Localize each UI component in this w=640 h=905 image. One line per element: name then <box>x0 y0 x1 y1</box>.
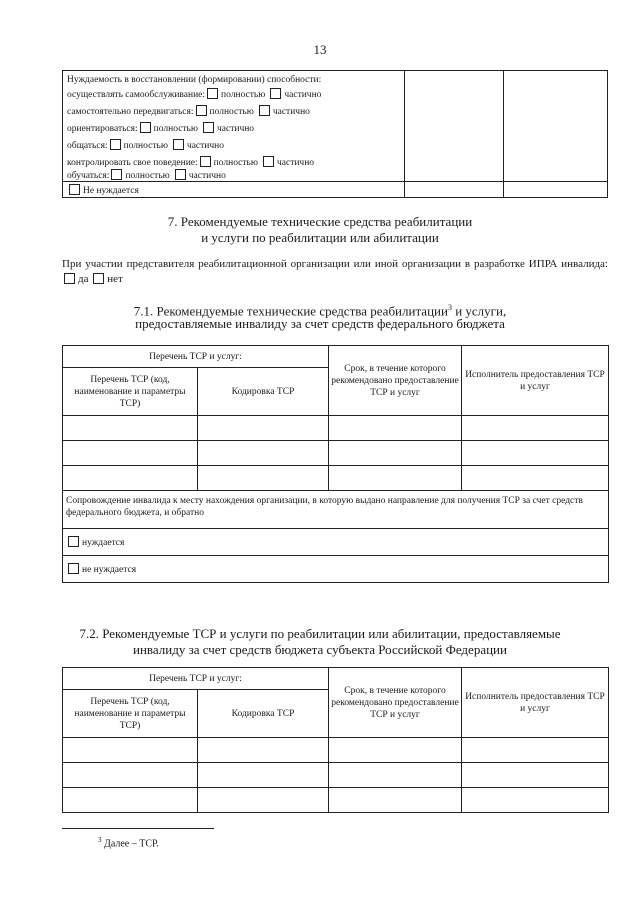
option-full: полностью <box>125 171 170 181</box>
table-cell[interactable] <box>462 788 609 813</box>
option-full: полностью <box>209 107 254 117</box>
need-label: контролировать свое поведение: <box>67 158 198 168</box>
table-cell[interactable] <box>63 763 198 788</box>
checkbox-partial[interactable] <box>173 139 184 150</box>
term-column <box>404 71 504 197</box>
header-executor: Исполнитель предоставления ТСР и услуг <box>462 346 609 416</box>
header-executor: Исполнитель предоставления ТСР и услуг <box>462 668 609 738</box>
needs-column <box>63 71 405 197</box>
table-cell[interactable] <box>198 763 329 788</box>
option-partial: частично <box>272 107 310 117</box>
need-row-orientation <box>67 122 254 135</box>
checkbox-full[interactable] <box>200 156 211 167</box>
table-row <box>63 738 609 763</box>
checkbox-escort-not-needed[interactable] <box>68 563 79 574</box>
header-tsr-code: Кодировка ТСР <box>198 690 329 738</box>
option-partial: частично <box>217 124 255 134</box>
option-partial: частично <box>276 158 315 168</box>
table-cell[interactable] <box>63 416 198 441</box>
section71-title-text: 7.1. Рекомендуемые технические средства реабилитации <box>133 303 448 319</box>
needed-label: нуждается <box>82 537 125 548</box>
checkbox-partial[interactable] <box>270 88 281 99</box>
need-label: обучаться: <box>67 171 110 181</box>
need-label: самостоятельно передвигаться: <box>67 107 194 117</box>
table-cell[interactable] <box>198 416 329 441</box>
section7-title-line1: 7. Рекомендуемые технические средства реабилитации <box>167 214 473 229</box>
checkbox-full[interactable] <box>140 122 151 133</box>
table-cell[interactable] <box>198 788 329 813</box>
table-cell[interactable] <box>329 416 462 441</box>
option-full: полностью <box>153 124 198 134</box>
section72-title-line1: 7.2. Рекомендуемые ТСР и услуги по реабилитации или абилитации, предоставляемые <box>79 626 561 641</box>
no-label: нет <box>107 273 123 285</box>
section71-title-line2: предоставляемые инвалиду за счет средств федерального бюджета <box>135 316 505 331</box>
checkbox-yes[interactable] <box>64 273 75 284</box>
table-row <box>63 788 609 813</box>
needs-heading: Нуждаемость в восстановлении (формировании) способности: <box>67 75 322 85</box>
table-cell[interactable] <box>329 763 462 788</box>
section7-title-line2: и услуги по реабилитации или абилитации <box>201 230 439 245</box>
checkbox-full[interactable] <box>111 169 122 180</box>
rehabilitation-needs-table <box>62 70 608 198</box>
not-needed-label: Не нуждается <box>83 186 139 196</box>
checkbox-partial[interactable] <box>263 156 274 167</box>
header-tsr-list: Перечень ТСР и услуг: <box>63 668 329 690</box>
footnote-ref: 3 <box>447 303 452 312</box>
table-cell[interactable] <box>462 738 609 763</box>
section71-title-end: и услуги, <box>451 303 507 319</box>
table-cell[interactable] <box>198 441 329 466</box>
participation-text: При участии представителя реабилитационной организации или иной организации в разработке ИПРА инвалида: <box>62 258 608 270</box>
footnote <box>98 836 159 849</box>
need-label: ориентироваться: <box>67 124 138 134</box>
table-cell[interactable] <box>63 441 198 466</box>
header-term: Срок, в течение которого рекомендовано предоставление ТСР и услуг <box>329 346 462 416</box>
option-partial: частично <box>186 141 224 151</box>
table-cell[interactable] <box>329 738 462 763</box>
checkbox-full[interactable] <box>110 139 121 150</box>
header-term: Срок, в течение которого рекомендовано предоставление ТСР и услуг <box>329 668 462 738</box>
need-row-selfcare <box>67 88 321 101</box>
need-row-communication <box>67 139 224 152</box>
row-divider <box>63 181 607 182</box>
checkbox-not-needed[interactable] <box>69 184 80 195</box>
option-full: полностью <box>123 141 168 151</box>
table-row <box>63 441 609 466</box>
table-row <box>63 466 609 491</box>
option-partial: частично <box>284 90 322 100</box>
table-cell[interactable] <box>198 466 329 491</box>
table-row <box>63 416 609 441</box>
checkbox-needed[interactable] <box>68 536 79 547</box>
escort-description: Сопровождение инвалида к месту нахождения организации, в которую выдано направление для получения ТСР за счет средств федерального бюджета, и обратно <box>63 491 609 529</box>
table-cell[interactable] <box>63 738 198 763</box>
section72-title-line2: инвалиду за счет средств бюджета субъекта Российской Федерации <box>133 642 507 657</box>
table-cell[interactable] <box>329 466 462 491</box>
checkbox-partial[interactable] <box>203 122 214 133</box>
regional-tsr-table <box>62 667 609 813</box>
header-tsr-list: Перечень ТСР и услуг: <box>63 346 329 368</box>
table-row <box>63 763 609 788</box>
not-needed-row <box>67 184 139 197</box>
option-full: полностью <box>213 158 258 168</box>
table-cell[interactable] <box>462 466 609 491</box>
table-cell[interactable] <box>462 441 609 466</box>
need-row-mobility <box>67 105 310 118</box>
header-tsr-name: Перечень ТСР (код, наименование и параметры ТСР) <box>63 690 198 738</box>
footnote-number: 3 <box>98 836 102 844</box>
table-cell[interactable] <box>63 788 198 813</box>
checkbox-partial[interactable] <box>259 105 270 116</box>
table-cell[interactable] <box>63 466 198 491</box>
option-full: полностью <box>221 90 266 100</box>
federal-tsr-table <box>62 345 609 583</box>
header-tsr-name: Перечень ТСР (код, наименование и параметры ТСР) <box>63 368 198 416</box>
need-label: осуществлять самообслуживание: <box>67 90 206 100</box>
table-cell[interactable] <box>462 763 609 788</box>
need-label: общаться: <box>67 141 108 151</box>
yes-label: да <box>78 273 89 285</box>
checkbox-full[interactable] <box>196 105 207 116</box>
escort-not-needed-row <box>63 556 609 583</box>
checkbox-no[interactable] <box>93 273 104 284</box>
header-tsr-code: Кодировка ТСР <box>198 368 329 416</box>
table-cell[interactable] <box>198 738 329 763</box>
checkbox-partial[interactable] <box>175 169 186 180</box>
participation-paragraph <box>62 257 608 287</box>
table-cell[interactable] <box>329 441 462 466</box>
need-row-behavior <box>67 156 314 169</box>
checkbox-full[interactable] <box>207 88 218 99</box>
footnote-text: Далее – ТСР. <box>101 838 159 850</box>
escort-needed-row <box>63 529 609 556</box>
table-cell[interactable] <box>329 788 462 813</box>
page-number: 13 <box>313 42 327 57</box>
escort-not-needed-label: не нуждается <box>82 564 137 575</box>
footnote-divider <box>62 828 214 829</box>
table-cell[interactable] <box>462 416 609 441</box>
option-partial: частично <box>188 171 226 181</box>
